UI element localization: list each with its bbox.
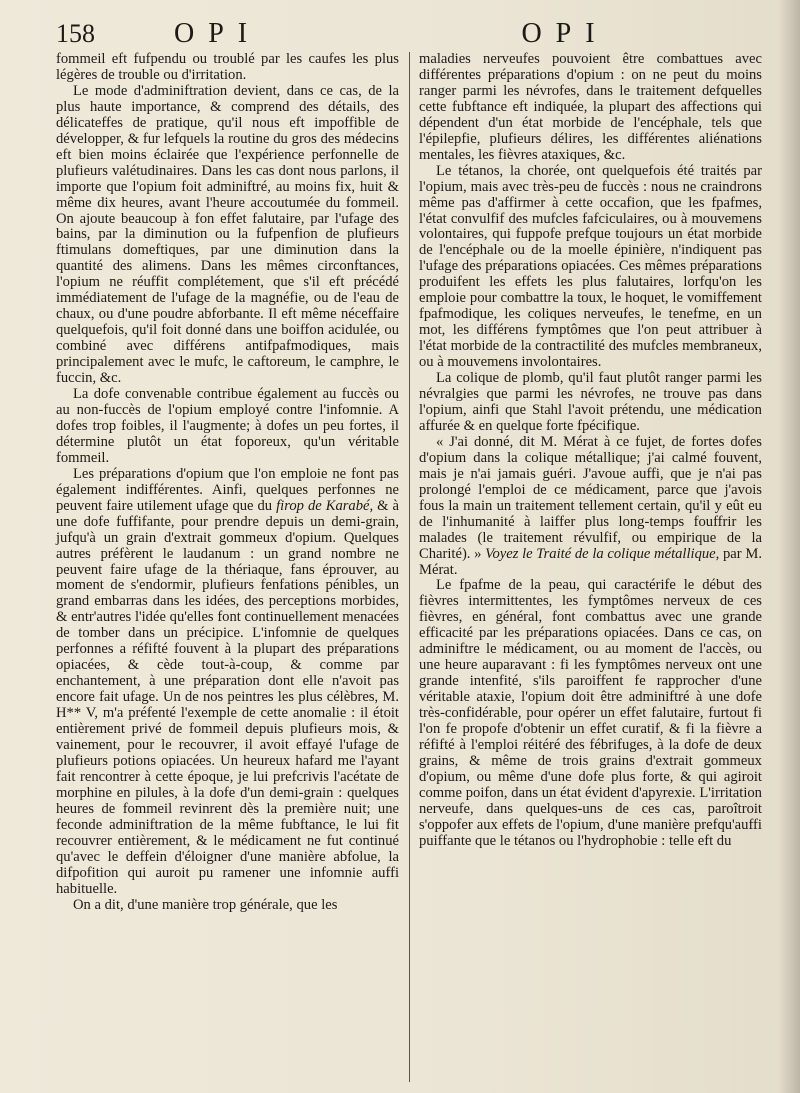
italic-text: Voyez le Traité de la colique métallique, (485, 545, 720, 562)
text-columns (56, 52, 762, 1082)
paragraph-text: On a dit, d'une manière trop générale, que les (73, 896, 338, 913)
italic-text: firop de Karabé, (276, 497, 374, 514)
paragraph-text-after: & à une dofe fuffifante, pour prendre depuis un demi-grain, jufqu'à un grain d'extrait gommeux d'opium. Quelques autres préfèrent le laudanum : un grand nombre ne peuvent faire ufage de la thériaque, fans éprouver, au moment de s'endormir, plufieurs fenfations pénibles, un grand embarras dans les idées, des perceptions morbides, & entr'autres l'idée qu'elles font continuellement menacées de tomber dans un précipice. L'infomnie de quelques perfonnes a réfifté fouvent à la plupart des préparations opiacées, & cède tout-à-coup, & comme par enchantement, à une préparation dont elle n'avoit pas encore fait ufage. Un de nos peintres les plus célèbres, M. H** V, m'a préfenté l'exemple de cette anomalie : il étoit entièrement privé de fommeil depuis plufieurs mois, & vainement, pour le recouvrer, il avoit effayé l'ufage de plufieurs potions opiacées. Un heureux hafard me l'ayant fait rencontrer à cette époque, je lui prefcrivis l'acétate de morphine en pilules, à la dofe d'un demi-grain : quelques heures de fommeil revinrent dès la première nuit; une feconde adminiftration de la même fubftance, le lui fit recouvrer entièrement, & le médicament ne fut continué qu'avec le deffein d'éloigner d'une manière abfolue, la difpofition qui auroit pu ramener une infomnie auffi habituelle. (56, 497, 399, 897)
paragraph (419, 371, 762, 435)
paragraph (56, 467, 399, 898)
header-left (56, 18, 408, 50)
page-number: 158 (56, 19, 95, 48)
paragraph-text: Les préparations d'opium que l'on emploie ne font pas également indifférentes. Ainfi, quelques perfonnes ne peuvent faire utilement ufage que du (56, 465, 399, 514)
paragraph (419, 164, 762, 371)
paragraph-text: maladies nerveufes pouvoient être combattues avec différentes préparations d'opium : on ne peut du moins ranger parmi les névrofes, dans le traitement defquelles cette fubftance eft indiquée, la plupart des affections qui dépendent d'un état morbide de l'encéphale, tels que l'épilepfie, plufieurs délires, les différentes aliénations mentales, les fièvres ataxiques, &c. (418, 51, 762, 163)
right-column (419, 52, 762, 1082)
page-header (56, 18, 762, 52)
paragraph-text: Le tétanos, la chorée, ont quelquefois été traités par l'opium, mais avec très-peu de fuccès : nous ne craindrons même pas d'affirmer à cette occafion, que les fpafmes, l'état convulfif des mufcles fafciculaires, ou à mouvemens volontaires, qui fuppofe prefque toujours un état morbide de l'encéphale ou de la moelle épinière, n'indiquent pas l'ufage des préparations opiacées. Ces mêmes préparations produifent les effets les plus falutaires, lorfqu'on les emploie pour combattre la toux, le hoquet, le vomiffement fpafmodique, les coliques nerveufes, le tenefme, en un mot, les différens fymptômes que l'on peut attribuer à l'état morbide de la contractilité des mufcles membraneux, ou à mouvemens involontaires. (418, 162, 762, 371)
paragraph-text: La dofe convenable contribue également au fuccès ou au non-fuccès de l'opium employé contre l'infomnie. A dofes trop foibles, il l'augmente; à dofes un peu fortes, il détermine plutôt un état foporeux, qu'un véritable fommeil. (56, 386, 399, 466)
paragraph (56, 84, 399, 387)
paragraph-text: Le fpafme de la peau, qui caractérife le début des fièvres intermittentes, les fymptômes nerveux de ces fièvres, en général, font combattus avec une grande efficacité par les préparations opiacées. Dans ce cas, on adminiftre le médicament, ou au moment de l'accès, ou une heure auparavant : fi les fymptômes nerveux ont une grande intenfité, s'ils paroiffent fe rapprocher d'une véritable ataxie, l'opium doit être adminiftré à une dofe très-confidérable, pour opérer un effet falutaire, furtout fi l'on fe propofe d'obtenir un effet curatif, & fi la fièvre a réfifté à l'emploi réitéré des fébrifuges, à la dofe de deux grains, & même de trois grains d'extrait gommeux d'opium, ou même d'une dofe plus forte, & qui agiroit comme poifon, dans un état évident d'apyrexie. L'irritation nerveufe, dans quelques-uns de ces cas, paroîtroit s'oppofer aux effets de l'opium, d'une manière prefqu'auffi puiffante que le tétanos ou l'hydrophobie : telle eft du (418, 577, 762, 849)
paragraph-text: « J'ai donné, dit M. Mérat à ce fujet, de fortes dofes d'opium dans la colique métallique; j'ai calmé fouvent, mais je n'ai jamais guéri. J'avoue auffi, que je n'ai pas prolongé l'emploi de ce médicament, parce que j'avois fous la main un traitement tellement certain, qu'il y eût eu de l'inhumanité à laiffer plus long-temps fouffrir les malades (le traitement révulfif, ou empirique de la Charité). » (418, 433, 762, 562)
left-column (56, 52, 399, 1082)
paragraph-text: fommeil eft fufpendu ou troublé par les caufes les plus légères de trouble ou d'irritation. (56, 51, 399, 83)
running-head-left: OPI (174, 18, 262, 49)
paragraph (419, 435, 762, 579)
paragraph-text: La colique de plomb, qu'il faut plutôt ranger parmi les névralgies que parmi les névrofes, ne trouve pas dans l'opium, ainfi que Stahl l'avoit prétendu, une médication affurée & en quelque forte fpécifique. (418, 370, 762, 434)
paragraph (419, 52, 762, 164)
paragraph (56, 52, 399, 84)
paragraph (56, 898, 399, 914)
paragraph (56, 387, 399, 467)
running-head-right: OPI (521, 18, 609, 49)
paragraph-text: Le mode d'adminiftration devient, dans ce cas, de la plus haute importance, & comprend des détails, des délicateffes de pratique, qu'il nous eft impoffible de développer, & fur lefquels la routine du gros des médecins eft bien moins éclairée que l'expérience perfonnelle de plufieurs valétudinaires. Dans les cas dont nous parlons, il importe que l'opium foit adminiftré, au moins fix, huit & même dix heures, avant l'heure accoutumée du fommeil. On ajoute beaucoup à fon effet falutaire, par l'ufage des bains, par la diminution ou la fufpenfion de plufieurs ftimulans domeftiques, par une diminution dans la quantité des alimens. Dans les mêmes circonftances, l'opium ne réuffit complétement, que s'il eft précédé immédiatement de l'ufage de la magnéfie, ou de l'eau de chaux, ou d'une poudre abforbante. Il eft même néceffaire quelquefois, qu'il foit donné dans une boiffon acidulée, ou combiné avec différens antifpafmodiques, mais principalement avec le mufc, le caftoreum, le camphre, le fuccin, &c. (56, 82, 399, 387)
paragraph-text-after: par M. Mérat. (418, 545, 762, 578)
column-rule (409, 52, 410, 1082)
paragraph (419, 578, 762, 849)
